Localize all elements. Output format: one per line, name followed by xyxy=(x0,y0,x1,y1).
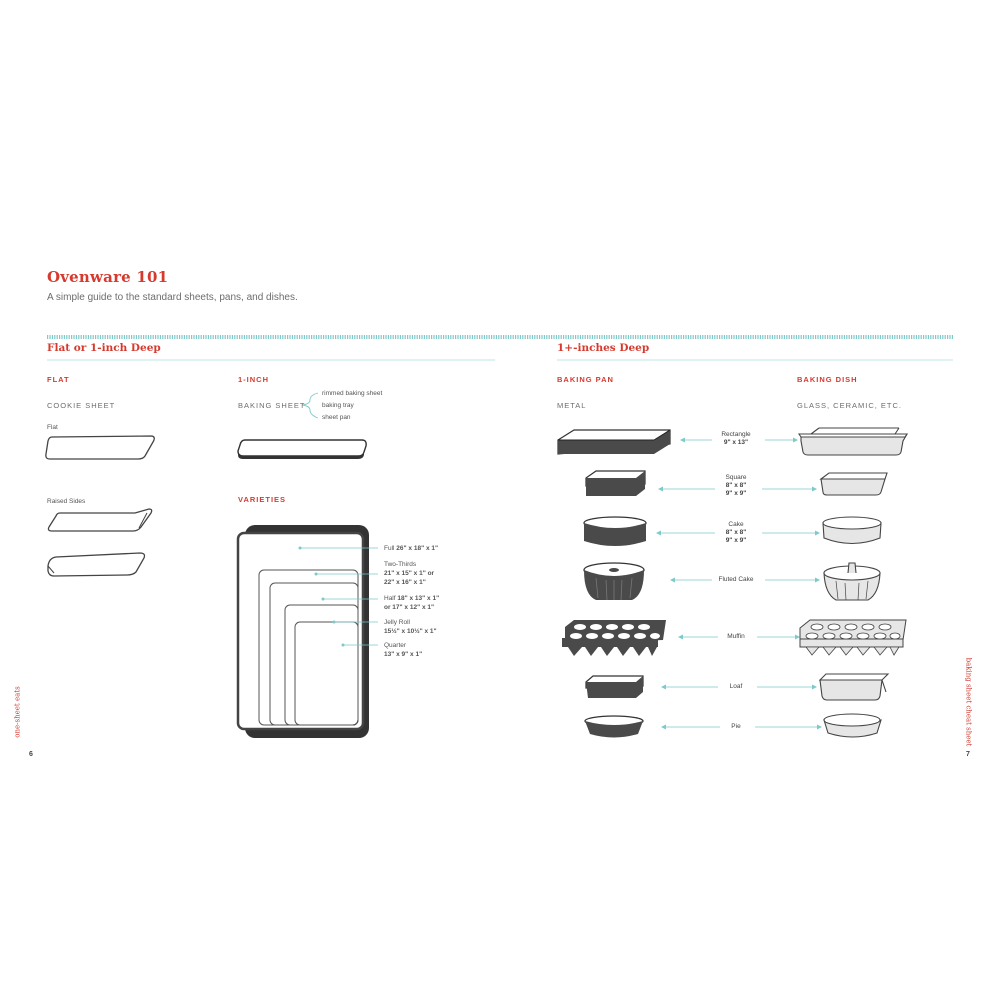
square-pan-icon xyxy=(586,471,645,496)
cake-dish-icon xyxy=(823,517,881,544)
item-size: 8" x 8" xyxy=(725,482,747,489)
variety-half xyxy=(384,594,439,612)
item-size: 9" x 13" xyxy=(723,439,749,446)
subcategory-glass-ceramic: GLASS, CERAMIC, ETC. xyxy=(797,401,903,410)
variety-size: 26" x 18" x 1" xyxy=(396,545,439,552)
right-running-head: baking sheet cheat sheet xyxy=(964,657,973,747)
sheet-varieties-icon xyxy=(238,525,369,738)
item-size-alt: 9" x 9" xyxy=(725,537,747,544)
category-baking-pan: BAKING PAN xyxy=(557,375,614,384)
item-name: Rectangle xyxy=(721,431,751,438)
left-running-head: one-sheet eats xyxy=(13,686,22,738)
fluted-cake-dish-icon xyxy=(824,563,880,600)
item-loaf: Loaf xyxy=(729,683,743,690)
page-subtitle: A simple guide to the standard sheets, pans, and dishes. xyxy=(47,292,298,303)
variety-size: 13" x 9" x 1" xyxy=(384,651,423,658)
alias-sheet-pan: sheet pan xyxy=(322,414,351,421)
variety-full xyxy=(384,544,438,553)
page-number-right: 7 xyxy=(966,751,970,758)
item-size-alt: 9" x 9" xyxy=(725,490,747,497)
category-baking-dish: BAKING DISH xyxy=(797,375,858,384)
variety-size: 18" x 13" x 1" xyxy=(397,595,440,602)
variety-size: 15½" x 10½" x 1" xyxy=(384,628,437,635)
item-pie: Pie xyxy=(731,723,741,730)
rectangle-dish-icon xyxy=(799,428,907,455)
rectangle-pan-icon xyxy=(558,430,670,454)
baking-sheet-icon xyxy=(238,440,366,459)
variety-name: Jelly Roll xyxy=(384,619,411,626)
square-dish-icon xyxy=(821,473,887,495)
item-rectangle xyxy=(706,431,766,447)
variety-two-thirds xyxy=(384,560,434,587)
subcategory-baking-sheet: BAKING SHEET xyxy=(238,401,306,410)
variety-size-alt: or 17" x 12" x 1" xyxy=(384,604,435,611)
item-size: 8" x 8" xyxy=(725,529,747,536)
alias-rimmed-baking-sheet: rimmed baking sheet xyxy=(322,390,383,397)
fluted-cake-pan-icon xyxy=(584,563,644,600)
alias-baking-tray: baking tray xyxy=(322,402,354,409)
loaf-pan-icon xyxy=(586,676,643,698)
section-heading-flat: Flat or 1-inch Deep xyxy=(47,342,161,354)
page-number-left: 6 xyxy=(29,751,33,758)
subcategory-cookie-sheet: COOKIE SHEET xyxy=(47,401,116,410)
variety-jelly-roll xyxy=(384,618,437,636)
loaf-dish-icon xyxy=(820,674,888,700)
cookie-sheet-flat-icon xyxy=(46,436,154,459)
item-square xyxy=(706,474,766,498)
page-title: Ovenware 101 xyxy=(47,268,169,286)
muffin-pan-icon xyxy=(562,620,666,656)
muffin-dish-icon xyxy=(800,620,906,655)
variety-size-alt: 22" x 16" x 1" xyxy=(384,579,426,586)
variety-name: Half xyxy=(384,595,396,602)
variety-name: Two-Thirds xyxy=(384,561,417,568)
variety-name: Full xyxy=(384,545,395,552)
item-name: Square xyxy=(725,474,747,481)
cake-pan-icon xyxy=(584,517,646,546)
variety-quarter xyxy=(384,641,422,659)
cookie-sheet-raised-icon xyxy=(48,509,151,531)
category-1-inch: 1-INCH xyxy=(238,375,270,384)
variety-name: Quarter xyxy=(384,642,407,649)
category-flat: FLAT xyxy=(47,375,70,384)
section-heading-deep: 1+-inches Deep xyxy=(557,342,650,354)
item-cake xyxy=(706,521,766,545)
pie-pan-icon xyxy=(585,716,643,738)
item-name: Cake xyxy=(728,521,744,528)
variety-size: 21" x 15" x 1" or xyxy=(384,570,435,577)
item-muffin: Muffin xyxy=(727,633,745,640)
cookie-sheet-raised-alt-icon xyxy=(48,553,145,576)
pie-dish-icon xyxy=(824,714,881,737)
cookie-sheet-flat-label: Flat xyxy=(47,424,58,431)
item-fluted-cake: Fluted Cake xyxy=(718,576,754,583)
cookie-sheet-raised-label: Raised Sides xyxy=(47,498,86,505)
category-varieties: VARIETIES xyxy=(238,495,287,504)
subcategory-metal: METAL xyxy=(557,401,587,410)
